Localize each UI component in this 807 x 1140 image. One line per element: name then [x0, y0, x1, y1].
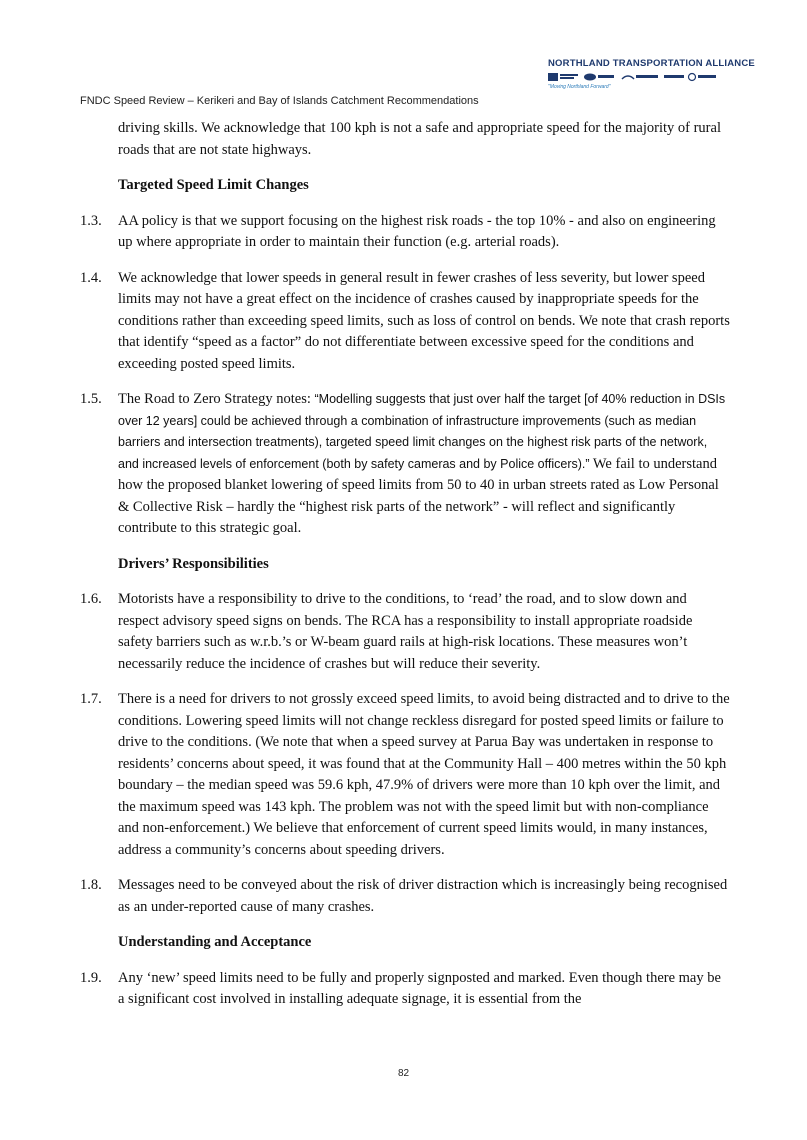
logo-title: NORTHLAND TRANSPORTATION ALLIANCE	[548, 58, 755, 69]
item-text: Messages need to be conveyed about the risk of driver distraction which is increasingly being recognised as an under-reported cause of many crashes.	[118, 877, 728, 915]
logo-tagline: "Moving Northland Forward"	[548, 84, 611, 90]
partner-logos	[548, 72, 728, 82]
item-number: 1.5.	[80, 391, 102, 407]
item-number: 1.7.	[80, 691, 102, 707]
strategy-quote: “Modelling suggests that just over half the target [of 40% reduction in DSIs over 12 years] could be achieved through a combination of infrastructure improvements (such as median barriers and intersection treatments), targeted speed limit changes on the highest risk parts of the network, and increased levels of enforcement (both by safety cameras and by Police officers).”	[118, 392, 726, 471]
document-header: FNDC Speed Review – Kerikeri and Bay of Islands Catchment Recommendations	[80, 95, 479, 107]
item-text: We acknowledge that lower speeds in general result in fewer crashes of less severity, but lower speed limits may not have a great effect on the incidence of crashes caused by inappropriate speeds for the conditions rather than exceeding speed limits, such as loss of control on bends. We note that crash reports that identify “speed as a factor” do not differentiate between excessive speed for the conditions and exceeding posted speed limits.	[118, 269, 730, 372]
document-body	[80, 118, 730, 1025]
item-number: 1.9.	[80, 969, 102, 986]
item-text: AA policy is that we support focusing on the highest risk roads - the top 10% - and also on engineering up where appropriate in order to maintain their function (e.g. arterial roads).	[118, 212, 716, 250]
page-number: 82	[397, 1068, 410, 1079]
item-1-9	[80, 968, 730, 1011]
item-1-6	[80, 589, 730, 675]
item-lead: The Road to Zero Strategy notes:	[118, 391, 315, 407]
item-number: 1.6.	[80, 591, 102, 607]
item-1-3	[80, 211, 730, 254]
continuation-paragraph: driving skills. We acknowledge that 100 kph is not a safe and appropriate speed for the majority of rural roads that are not state highways.	[118, 120, 721, 158]
item-text: Any ‘new’ speed limits need to be fully and properly signposted and marked. Even though there may be a significant cost involved in installing adequate signage, it is essential from the	[118, 969, 721, 1007]
item-1-8	[80, 875, 730, 918]
item-1-7	[80, 689, 730, 861]
item-text: There is a need for drivers to not grossly exceed speed limits, to avoid being distracted and to drive to the conditions. Lowering speed limits will not change reckless disregard for posted speed limits or failure to drive to the conditions. (We note that when a speed survey at Parua Bay was undertaken in response to residents’ concerns about speed, it was found that at the Community Hall – 400 metres within the 50 kph boundary – the median speed was 59.6 kph, 47.9% of drivers were more than 10 kph over the limit, and the maximum speed was 143 kph. The problem was not with the speed limit but with non-compliance and non-enforcement.) We believe that enforcement of current speed limits would, in many instances, address a community’s concerns about speeding drivers.	[118, 691, 730, 858]
item-text	[118, 389, 730, 540]
item-number: 1.4.	[80, 269, 102, 286]
section-heading-drivers: Drivers’ Responsibilities	[118, 555, 269, 572]
item-number: 1.3.	[80, 212, 102, 229]
item-1-5	[80, 389, 730, 540]
item-number: 1.8.	[80, 877, 102, 893]
item-text: Motorists have a responsibility to drive to the conditions, to ‘read’ the road, and to slow down and respect advisory speed signs on bends. The RCA has a responsibility to install appropriate roadside safety barriers such as w.r.b.’s or W-beam guard rails at high-risk locations. These measures won’t necessarily reduce the incidence of crashes but will reduce their severity.	[118, 591, 693, 672]
northland-transportation-alliance-logo	[548, 58, 755, 94]
item-tail: We fail to understand how the proposed blanket lowering of speed limits from 50 to 40 in urban streets rated as Low Personal & Collective Risk – hardly the “highest risk parts of the network” - will reflect and significantly contribute to this strategic goal.	[118, 455, 719, 536]
partner-logos-graphic	[548, 72, 718, 82]
item-1-4	[80, 268, 730, 376]
section-heading-understanding: Understanding and Acceptance	[118, 934, 312, 950]
section-heading-targeted: Targeted Speed Limit Changes	[118, 177, 309, 193]
